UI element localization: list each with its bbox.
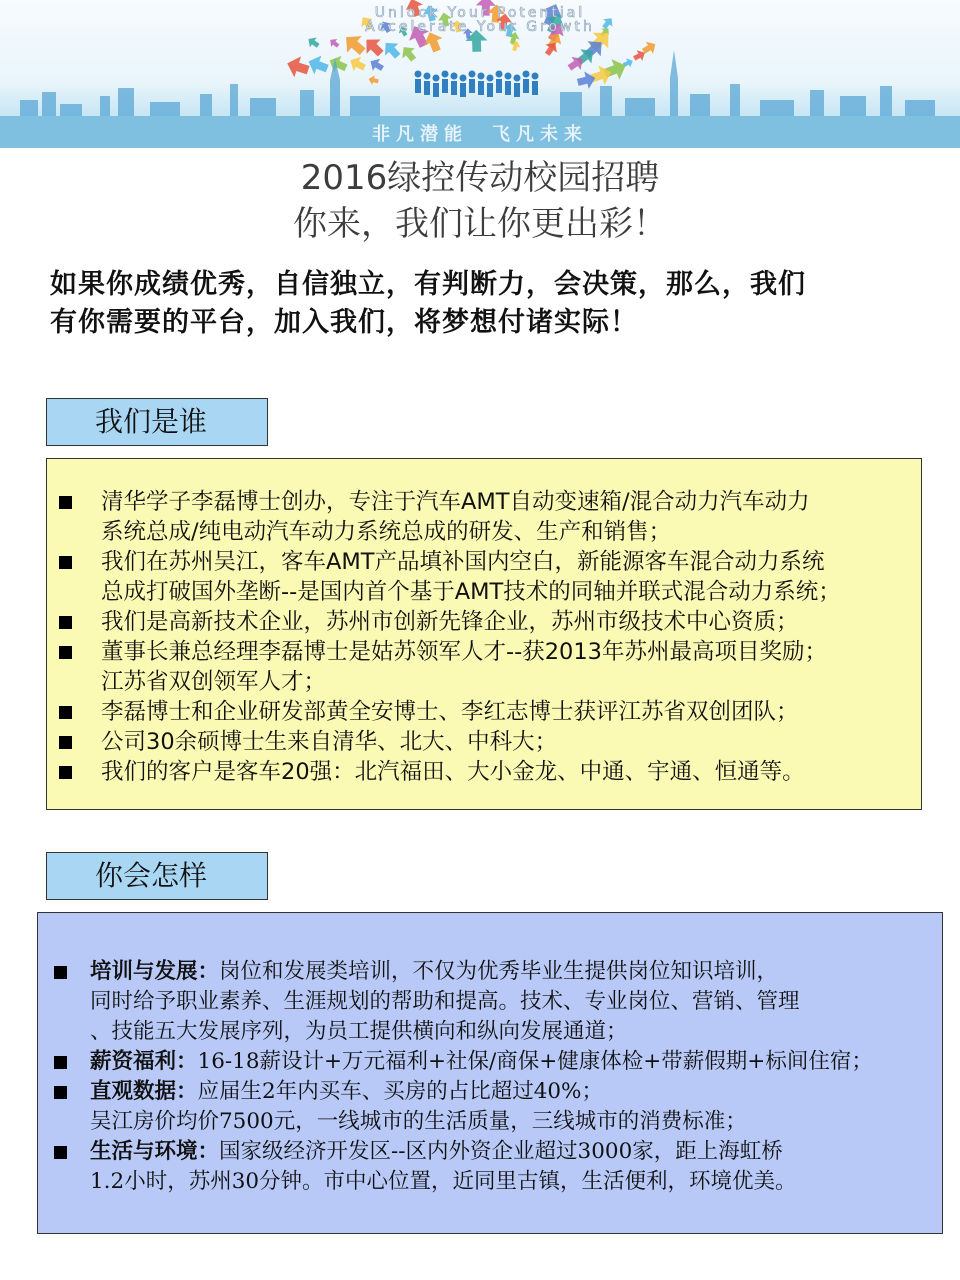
square-bullet-icon [54, 1056, 67, 1069]
square-bullet-icon [54, 1146, 67, 1159]
list-item-line: 1.2小时，苏州30分钟。市中心位置，近同里古镇，生活便利，环境优美。 [90, 1169, 797, 1194]
list-item-text: 岗位和发展类培训，不仅为优秀毕业生提供岗位知识培训， [219, 959, 779, 984]
list-item [90, 1047, 935, 1077]
list-item-line: 我们的客户是客车20强：北汽福田、大小金龙、中通、宇通、恒通等。 [101, 759, 805, 785]
list-item-line: 吴江房价均价7500元，一线城市的生活质量，三线城市的消费标准； [90, 1109, 747, 1134]
headline-subtitle: 你来，我们让你更出彩！ [293, 204, 667, 244]
list-item-text: 16-18薪设计+万元福利+社保/商保+健康体检+带薪假期+标间住宿； [197, 1049, 873, 1074]
list-item-key: 培训与发展： [90, 959, 220, 984]
section-title-what-you-get: 你会怎样 [46, 852, 268, 900]
list-item-line: 系统总成/纯电动汽车动力系统总成的研发、生产和销售； [101, 519, 672, 545]
list-item-line: 李磊博士和企业研发部黄全安博士、李红志博士获评江苏省双创团队； [101, 699, 799, 725]
intro-line: 有你需要的平台，加入我们，将梦想付诸实际！ [50, 307, 638, 338]
list-item-line [90, 957, 935, 987]
list-item-line: 江苏省双创领军人才； [101, 669, 327, 695]
slogan-english-line2: Accelerate Your Growth [365, 19, 595, 35]
list-item-line: 总成打破国外垄断--是国内首个基于AMT技术的同轴并联式混合动力系统； [101, 579, 841, 605]
list-item [101, 547, 901, 607]
list-item [90, 1137, 935, 1197]
list-item [101, 607, 901, 637]
list-item [90, 1077, 935, 1137]
list-item-line [90, 1047, 935, 1077]
section-title-who-we-are: 我们是谁 [46, 398, 268, 446]
header-banner [0, 0, 960, 148]
square-bullet-icon [59, 766, 72, 779]
what-you-get-list [90, 957, 935, 1197]
list-item-line [90, 1137, 935, 1167]
square-bullet-icon [54, 1086, 67, 1099]
list-item [101, 487, 901, 547]
list-item-key: 薪资福利： [90, 1049, 198, 1074]
list-item-line: 同时给予职业素养、生涯规划的帮助和提高。技术、专业岗位、营销、管理 [90, 989, 800, 1014]
headline-title: 2016绿控传动校园招聘 [300, 158, 660, 198]
list-item [101, 727, 901, 757]
who-we-are-list [101, 487, 901, 787]
list-item [101, 697, 901, 727]
square-bullet-icon [54, 966, 67, 979]
square-bullet-icon [59, 646, 72, 659]
square-bullet-icon [59, 736, 72, 749]
square-bullet-icon [59, 616, 72, 629]
square-bullet-icon [59, 496, 72, 509]
list-item-line: 我们在苏州吴江，客车AMT产品填补国内空白，新能源客车混合动力系统 [101, 549, 825, 575]
square-bullet-icon [59, 556, 72, 569]
list-item-text: 国家级经济开发区--区内外资企业超过3000家，距上海虹桥 [219, 1139, 783, 1164]
list-item-line: 董事长兼总经理李磊博士是姑苏领军人才--获2013年苏州最高项目奖励； [101, 639, 827, 665]
list-item-text: 应届生2年内买车、买房的占比超过40%； [197, 1079, 603, 1104]
slogan-english-line1: Unlock Your Potential [374, 5, 586, 21]
list-item [101, 637, 901, 697]
slogan-chinese: 非凡潜能 飞凡未来 [372, 124, 588, 145]
intro-line: 如果你成绩优秀，自信独立，有判断力，会决策，那么，我们 [50, 269, 806, 300]
list-item [101, 757, 901, 787]
list-item [90, 957, 935, 1047]
what-you-get-box [37, 912, 943, 1234]
list-item-line [90, 1077, 935, 1107]
list-item-key: 生活与环境： [90, 1139, 220, 1164]
square-bullet-icon [59, 706, 72, 719]
intro-paragraph [50, 266, 920, 342]
list-item-line: 公司30余硕博士生来自清华、北大、中科大； [101, 729, 558, 755]
list-item-line: 清华学子李磊博士创办，专注于汽车AMT自动变速箱/混合动力汽车动力 [101, 489, 810, 515]
list-item-line: 我们是高新技术企业，苏州市创新先锋企业，苏州市级技术中心资质； [101, 609, 799, 635]
list-item-line: 、技能五大发展序列，为员工提供横向和纵向发展通道； [90, 1019, 628, 1044]
list-item-key: 直观数据： [90, 1079, 198, 1104]
who-we-are-box [46, 458, 922, 810]
